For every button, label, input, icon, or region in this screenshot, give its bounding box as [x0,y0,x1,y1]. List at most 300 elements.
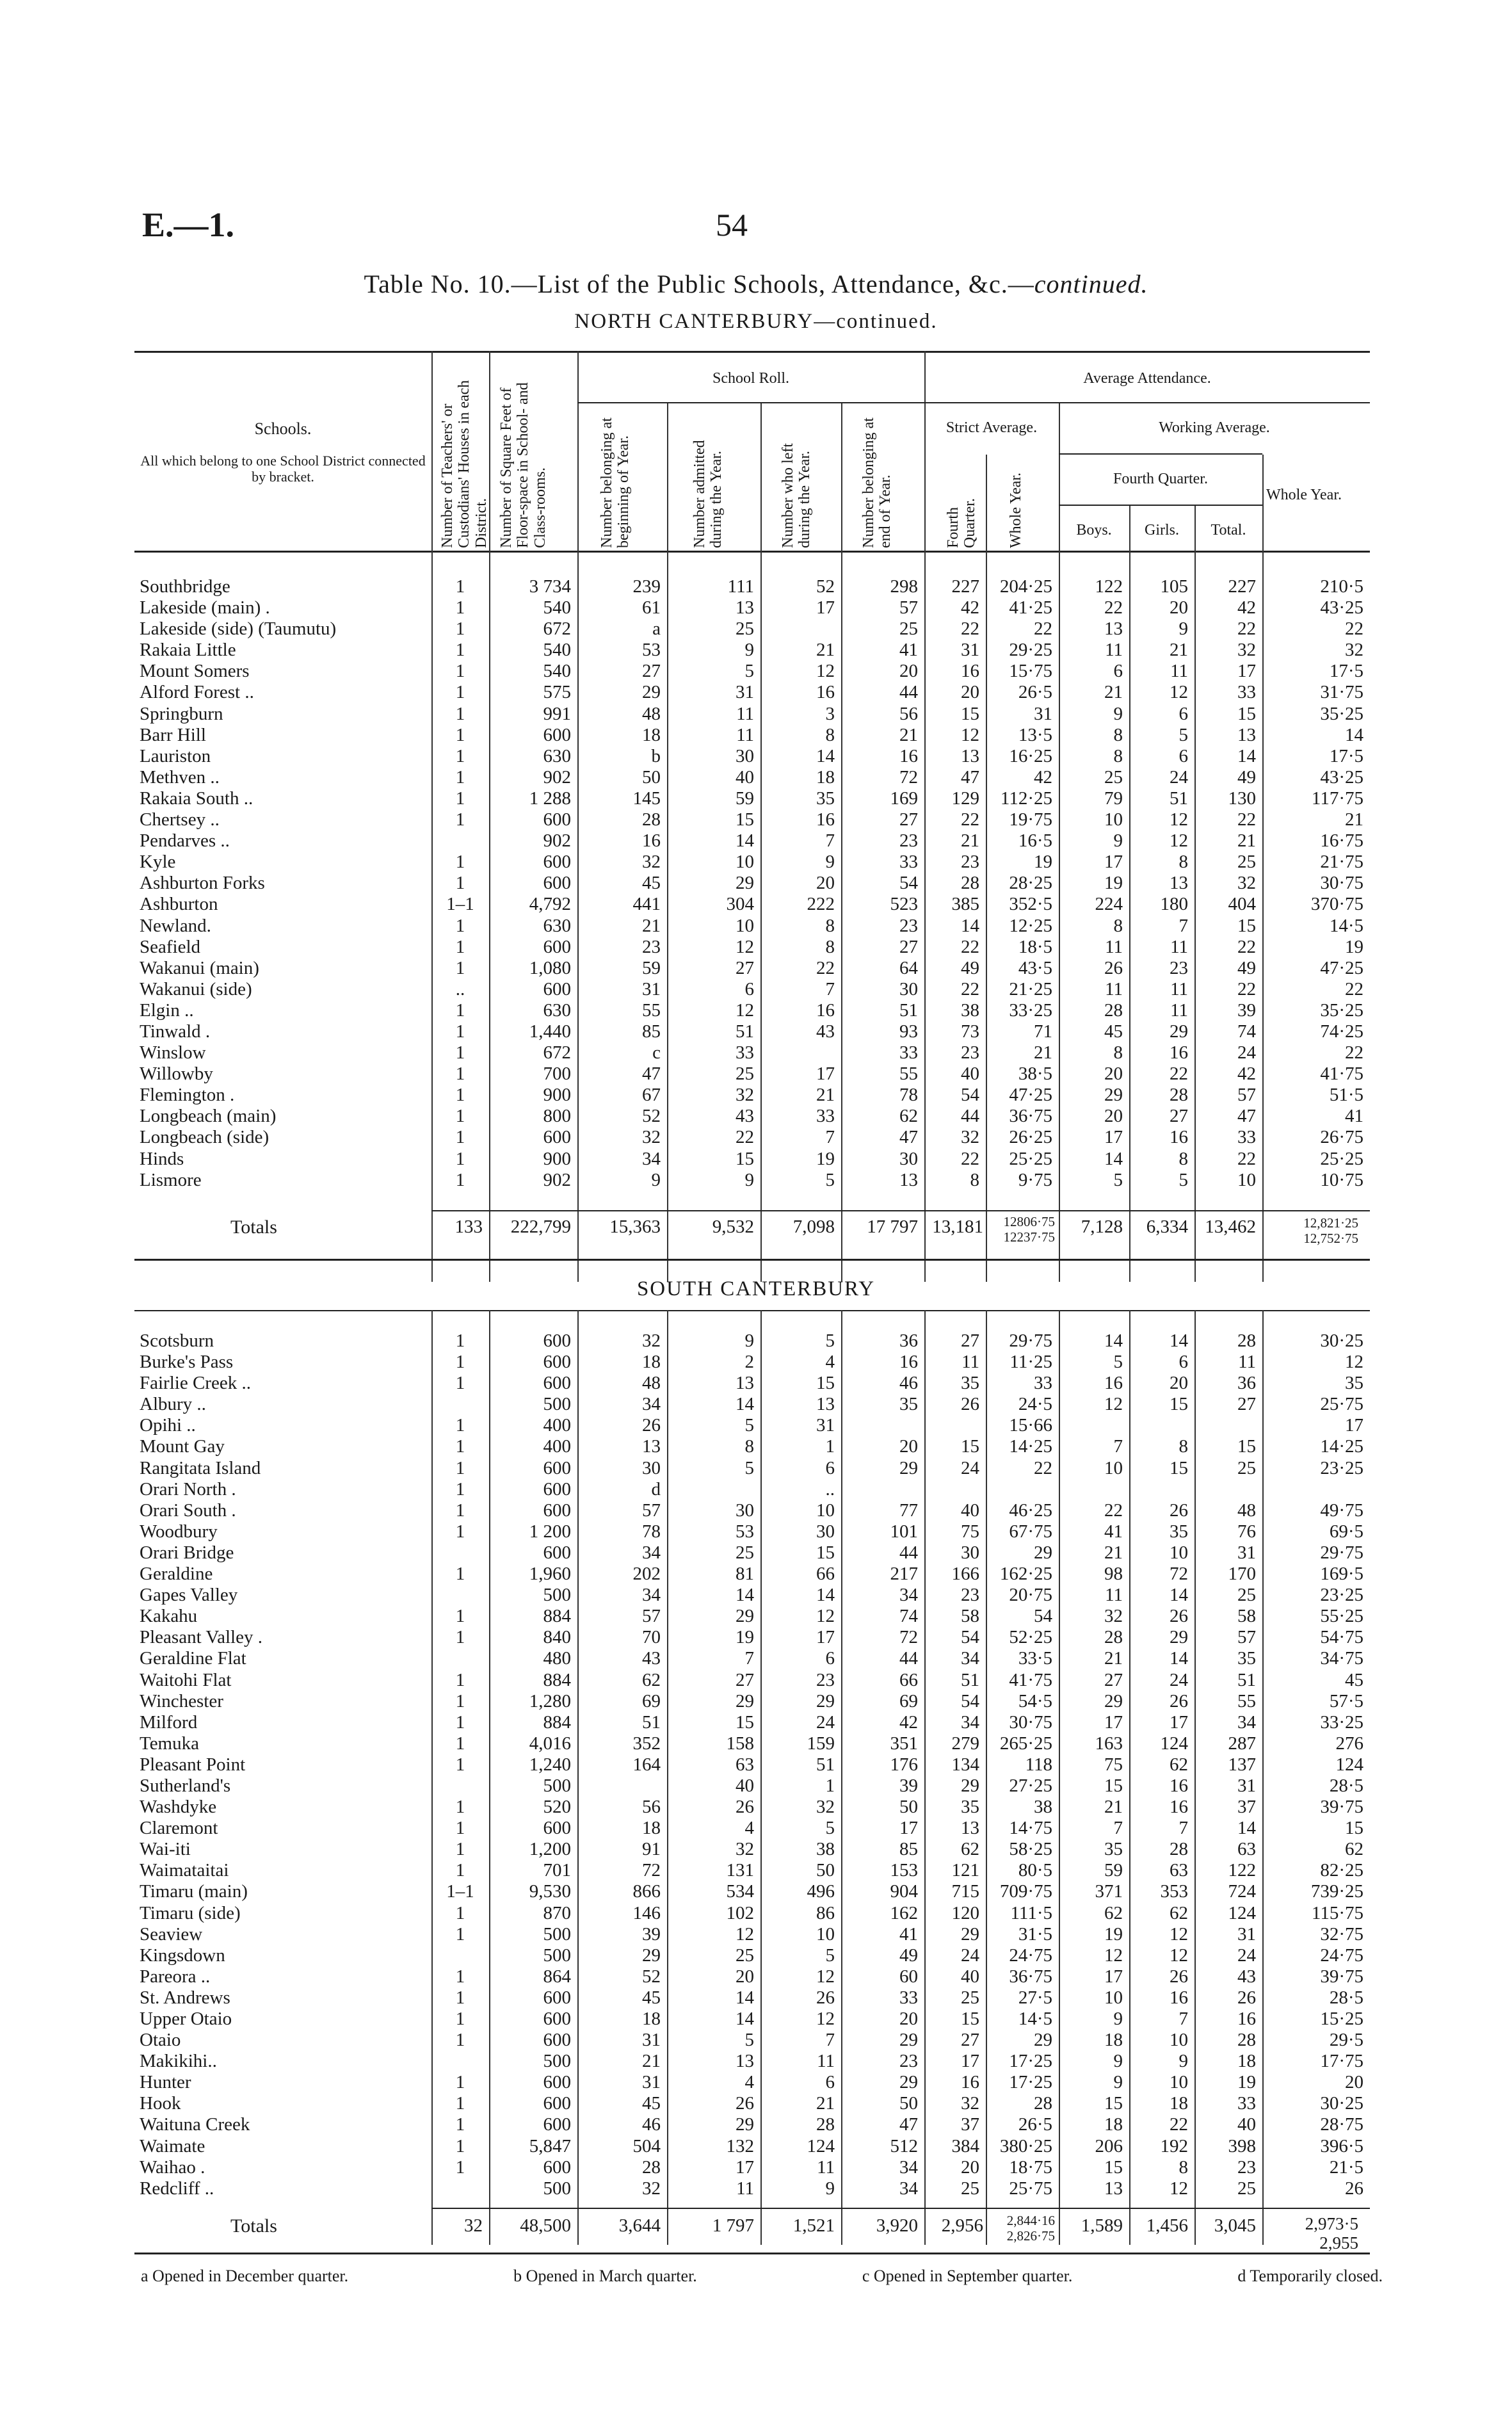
table-cell: 12 [1170,2178,1188,2199]
school-name: Waitohi Flat [140,1669,232,1690]
table-cell: 26 [1170,1606,1188,1627]
table-cell: 13 [1170,873,1188,894]
table-cell: 33 [816,1106,835,1127]
table-row [134,1170,1370,1191]
table-cell: 111 [727,576,754,597]
table-cell: 227 [951,576,979,597]
table-cell: 81 [736,1564,754,1585]
table-cell: 85 [899,1839,918,1860]
table-cell: 14 [816,745,835,766]
column-rule [1129,552,1130,1282]
school-name: Winslow [140,1042,206,1064]
school-name: Woodbury [140,1521,218,1542]
table-cell: 11 [1170,936,1188,957]
table-cell: 17 [736,2156,754,2178]
table-cell: 93 [899,1021,918,1042]
table-cell: 8 [1178,1436,1188,1457]
table-cell: 352 [632,1733,661,1754]
table-cell: 43·25 [1320,597,1363,619]
table-row [134,1085,1370,1106]
table-cell: 11 [1170,661,1188,682]
table-cell: 8 [1113,745,1123,766]
table-cell: 9 [1178,619,1188,640]
table-cell: 1 [455,1457,465,1478]
table-cell: 29 [961,1923,979,1945]
table-cell: 54·75 [1320,1627,1363,1648]
south-total-whole-year-b: 2,955 [1319,2233,1358,2253]
table-cell: 31 [736,682,754,703]
table-cell: 1 [455,1106,465,1127]
table-cell: 14 [1170,1331,1188,1351]
table-row [134,1394,1370,1415]
north-total-strict-year-b: 12237·75 [1003,1229,1055,1245]
table-row [134,958,1370,979]
table-cell: 98 [1104,1564,1123,1585]
table-cell: 1 [455,766,465,788]
south-total-strict-year [986,2213,1055,2244]
table-cell: 4,016 [529,1733,571,1754]
table-cell: 16 [1170,1042,1188,1064]
table-cell: 672 [543,619,571,640]
table-cell: 14 [1104,1331,1123,1351]
table-row [134,2030,1370,2051]
table-cell: 41·75 [1009,1669,1052,1690]
table-cell: 29 [642,1945,661,1966]
table-cell: 11 [1238,1352,1256,1373]
school-name: Kyle [140,852,176,873]
table-cell: 18 [642,2009,661,2029]
table-cell: 52 [642,1966,661,1987]
table-cell: 44 [899,1648,918,1669]
table-cell: 55 [642,999,661,1021]
table-cell: 24·75 [1009,1945,1052,1966]
table-cell: 28 [961,873,979,894]
table-cell: 166 [951,1564,979,1585]
table-cell: 1 [455,661,465,682]
table-cell [431,1585,489,1606]
table-cell [1059,1479,1129,1500]
table-cell: 32 [1237,873,1256,894]
table-cell: 22 [1345,978,1363,999]
table-cell: 124 [807,2135,835,2156]
table-cell: 7 [1178,2009,1188,2029]
table-cell: 600 [543,936,571,957]
table-cell: 1 [455,1042,465,1064]
table-cell: 370·75 [1310,894,1363,915]
table-cell: 206 [1095,2135,1123,2156]
table-cell [1059,1415,1129,1436]
school-name: Pleasant Point [140,1754,246,1775]
school-name: Orari South . [140,1500,236,1521]
table-cell: 15 [736,1711,754,1733]
table-cell: 15 [1237,1436,1256,1457]
table-cell: 25·25 [1320,1148,1363,1169]
table-row [134,682,1370,703]
table-cell: 13 [816,1394,835,1415]
table-cell: 21 [816,1085,835,1106]
page-identifier: E.—1. [142,206,235,244]
table-cell: 17·75 [1320,2051,1363,2072]
table-cell: 26 [736,1797,754,1818]
table-cell: 9 [1113,2072,1123,2093]
table-cell: 398 [1228,2135,1256,2156]
table-cell: 29 [816,1690,835,1711]
school-name: Wai-iti [140,1839,191,1860]
table-cell: 124 [1228,1902,1256,1923]
school-name: Upper Otaio [140,2009,232,2029]
roll-admitted-header: Number admitted during the Year. [691,440,725,548]
table-cell: 600 [543,1127,571,1148]
table-cell: 35·25 [1320,703,1363,724]
table-cell: 9 [825,2178,835,2199]
table-cell: 26 [1170,1690,1188,1711]
north-total-roll-begin: 15,363 [609,1217,661,1237]
table-cell: 41·25 [1009,597,1052,619]
table-cell: 1 [455,1754,465,1775]
table-row [134,1106,1370,1127]
roll-left-header: Number who left during the Year. [780,443,814,548]
school-name: Geraldine [140,1564,213,1585]
school-name: Waituna Creek [140,2114,250,2135]
table-cell: 16 [961,661,979,682]
table-row [134,1903,1370,1924]
table-cell: 1 [455,745,465,766]
table-cell: 50 [899,2093,918,2114]
table-cell [841,1479,924,1500]
column-rule [1262,1310,1264,2245]
table-cell: 500 [543,1585,571,1606]
school-name: Mount Gay [140,1436,225,1457]
table-cell: 23·25 [1320,1457,1363,1478]
table-cell: 15 [736,809,754,830]
table-cell: 600 [543,978,571,999]
table-cell: 66 [899,1669,918,1690]
table-cell: 32 [642,2178,661,2199]
table-cell: 21 [1034,1042,1052,1064]
table-row [134,1797,1370,1818]
table-cell: 21 [1170,640,1188,661]
table-cell: 46 [899,1373,918,1394]
table-cell: 34 [642,1542,661,1563]
table-cell: 117·75 [1311,788,1363,809]
table-cell: 25 [1237,1585,1256,1606]
school-name: Milford [140,1711,198,1733]
table-cell: 14 [736,830,754,852]
table-cell: 29 [899,2030,918,2051]
table-cell: 79 [1104,788,1123,809]
table-cell: 34 [642,1148,661,1169]
table-cell: 85 [642,1021,661,1042]
table-cell: 14·25 [1009,1436,1052,1457]
table-cell: 39 [642,1923,661,1945]
table-cell: 43 [642,1648,661,1669]
table-row [134,1479,1370,1500]
table-cell: 58 [961,1606,979,1627]
table-cell: 118 [1025,1754,1052,1775]
south-total-teachers: 32 [464,2215,483,2236]
working-whole-year-header: Whole Year. [1266,487,1342,503]
table-cell: 18 [1170,2093,1188,2114]
table-cell: 1 [455,724,465,745]
table-cell: 58·25 [1009,1839,1052,1860]
table-cell: 35 [1237,1648,1256,1669]
table-row [134,1881,1370,1902]
table-cell: 77 [899,1500,918,1521]
table-cell: 30·25 [1320,2093,1363,2114]
footnotes [141,2267,1383,2286]
table-cell: 75 [1104,1754,1123,1775]
table-cell: 8 [970,1169,979,1190]
table-cell: 15 [1104,2156,1123,2178]
table-cell: 400 [543,1436,571,1457]
roll-begin-header: Number belonging at beginning of Year. [599,417,632,548]
table-cell: 26 [1170,1966,1188,1987]
column-rule [986,552,987,1282]
column-rule [577,1310,579,2245]
table-cell: 49 [1237,766,1256,788]
table-cell: 29·75 [1009,1331,1052,1351]
table-row [134,1754,1370,1776]
table-cell: 630 [543,745,571,766]
table-cell: 9 [1178,2051,1188,2072]
table-cell: 22 [961,978,979,999]
table-cell: 20 [961,682,979,703]
school-name: Otaio [140,2030,181,2051]
south-top-rule [134,1310,1370,1311]
table-cell: 16 [1104,1373,1123,1394]
table-cell: 72 [642,1860,661,1881]
table-cell: 24 [1237,1945,1256,1966]
school-name: Waimataitai [140,1860,229,1881]
table-cell: 16 [816,809,835,830]
table-cell: 22 [1237,1148,1256,1169]
table-cell: 11 [1105,1585,1123,1606]
table-cell: 10 [736,915,754,936]
table-cell: 62 [961,1839,979,1860]
table-cell: 82·25 [1320,1860,1363,1881]
table-cell: 10 [1104,809,1123,830]
table-cell: 17 [1104,1127,1123,1148]
table-cell: 22 [961,1148,979,1169]
table-cell: 30·25 [1320,1331,1363,1351]
table-cell: 63 [1237,1839,1256,1860]
table-cell: 73 [961,1021,979,1042]
table-cell: 112·25 [1000,788,1052,809]
table-cell: 1 [455,1627,465,1648]
table-cell: 20 [1170,597,1188,619]
table-cell: 47 [961,766,979,788]
south-total-admitted: 1 797 [712,2215,754,2236]
table-cell: 16 [816,682,835,703]
table-cell: 17 [1170,1711,1188,1733]
table-cell: 26 [1237,1987,1256,2008]
table-cell: 71 [1034,1021,1052,1042]
table-row [134,1945,1370,1966]
school-name: Willowby [140,1064,213,1085]
table-cell: 1,960 [529,1564,571,1585]
table-cell: 25 [961,2178,979,2199]
table-cell: 217 [890,1564,918,1585]
table-cell: 15 [961,1436,979,1457]
table-cell: 22 [961,619,979,640]
table-cell: 29 [1104,1085,1123,1106]
table-cell: 17 [816,1627,835,1648]
south-end-rule [134,2253,1370,2254]
table-cell: 600 [543,1373,571,1394]
table-cell: 105 [1160,576,1188,597]
table-cell: 10 [1170,2072,1188,2093]
table-cell: 1 [455,957,465,978]
header-top-rule [134,351,1370,353]
table-cell: 385 [951,894,979,915]
table-cell: 16 [642,830,661,852]
table-cell: 24·75 [1320,1945,1363,1966]
totals-rule [431,1210,1370,1211]
table-cell: 23 [816,1669,835,1690]
table-cell [431,2051,489,2072]
school-name: St. Andrews [140,1987,230,2008]
table-cell: 5 [825,1169,835,1190]
table-cell: 239 [632,576,661,597]
table-cell: 28 [1170,1839,1188,1860]
table-cell: 630 [543,915,571,936]
table-cell: 27 [736,957,754,978]
table-cell: 1 [455,1923,465,1945]
table-cell: 52·25 [1009,1627,1052,1648]
table-cell: 11·25 [1009,1352,1052,1373]
table-row [134,704,1370,725]
table-cell: 56 [899,703,918,724]
table-cell: 600 [543,2114,571,2135]
table-cell: 24 [961,1457,979,1478]
table-cell: 25 [1237,1457,1256,1478]
table-cell: 23 [961,1585,979,1606]
column-rule [1194,552,1196,1282]
table-cell: 25 [736,1064,754,1085]
table-cell: 192 [1160,2135,1188,2156]
table-cell: 1 [455,1797,465,1818]
table-cell: .. [825,1478,835,1500]
table-cell: 24·5 [1018,1394,1052,1415]
table-cell: 57 [1237,1627,1256,1648]
table-cell: 80·5 [1018,1860,1052,1881]
table-cell: 29 [961,1775,979,1796]
table-cell [1194,1415,1262,1436]
table-cell: 20 [899,2009,918,2029]
table-cell: 9 [825,852,835,873]
table-cell: 40 [961,1064,979,1085]
table-cell: 134 [951,1754,979,1775]
table-cell: 12 [1170,809,1188,830]
table-cell: 131 [726,1860,754,1881]
table-cell: 31 [642,2030,661,2051]
school-name: Geraldine Flat [140,1648,246,1669]
table-cell: 1 [455,1415,465,1436]
table-cell: 353 [1160,1881,1188,1902]
table-cell: 11 [736,724,754,745]
school-name: Springburn [140,703,223,724]
table-cell: 22 [736,1127,754,1148]
table-cell: 600 [543,1457,571,1478]
table-cell: 26 [1170,1500,1188,1521]
table-cell: 13 [961,745,979,766]
table-cell: 25·75 [1320,1394,1363,1415]
school-name: Waihao . [140,2156,205,2178]
table-row [134,1542,1370,1564]
school-name: Pleasant Valley . [140,1627,262,1648]
table-cell: 16·5 [1018,830,1052,852]
table-cell: 276 [1335,1733,1363,1754]
footnote-b: b Opened in March quarter. [513,2267,697,2285]
table-cell: 38 [961,999,979,1021]
table-cell: 25 [1104,766,1123,788]
table-cell: 16 [1170,1775,1188,1796]
table-cell: 49 [961,957,979,978]
table-cell: 33 [1237,682,1256,703]
table-row [134,2157,1370,2178]
table-cell: 12·25 [1009,915,1052,936]
table-cell: 163 [1095,1733,1123,1754]
table-cell: 11 [1105,640,1123,661]
table-cell: 31 [1034,703,1052,724]
table-cell: 22 [1104,597,1123,619]
strict-fourth-quarter-header: Fourth Quarter. [945,498,979,548]
table-cell: 1–1 [446,894,474,915]
table-cell: 132 [726,2135,754,2156]
table-cell: 25 [736,1945,754,1966]
table-cell: 21 [1237,830,1256,852]
table-cell: 1 [455,597,465,619]
table-cell: 18 [1104,2030,1123,2051]
table-cell: 6 [1113,661,1123,682]
table-row [134,1352,1370,1373]
table-cell: 31 [1237,1923,1256,1945]
table-cell: 29·5 [1329,2030,1363,2051]
table-cell: 14 [1170,1648,1188,1669]
table-cell: 21 [1104,1797,1123,1818]
table-cell: 14 [1345,724,1363,745]
table-cell: 870 [543,1902,571,1923]
school-name: Fairlie Creek .. [140,1373,251,1394]
table-cell: 47·25 [1009,1085,1052,1106]
table-row [134,746,1370,767]
school-name: Redcliff .. [140,2178,214,2199]
table-row [134,916,1370,937]
table-row [134,725,1370,746]
table-cell: 1 [825,1436,835,1457]
table-cell: 121 [951,1860,979,1881]
table-row [134,1564,1370,1585]
table-cell: 41·75 [1320,1064,1363,1085]
table-cell: 42 [961,597,979,619]
table-cell: 1 [455,682,465,703]
table-cell: 5,847 [529,2135,571,2156]
table-cell: 20 [816,873,835,894]
table-cell: 39·75 [1320,1797,1363,1818]
table-cell: 70 [642,1627,661,1648]
table-cell: 36 [899,1331,918,1351]
school-name: Hook [140,2093,181,2114]
table-cell: 33 [1237,1127,1256,1148]
table-row [134,661,1370,682]
table-cell: 5 [1113,1169,1123,1190]
table-cell: 35 [1170,1521,1188,1542]
table-cell: 23 [899,830,918,852]
table-cell: 1,200 [529,1839,571,1860]
table-cell: 14 [1237,1818,1256,1839]
table-cell: 33 [1034,1373,1052,1394]
table-cell: 16 [1237,2009,1256,2029]
